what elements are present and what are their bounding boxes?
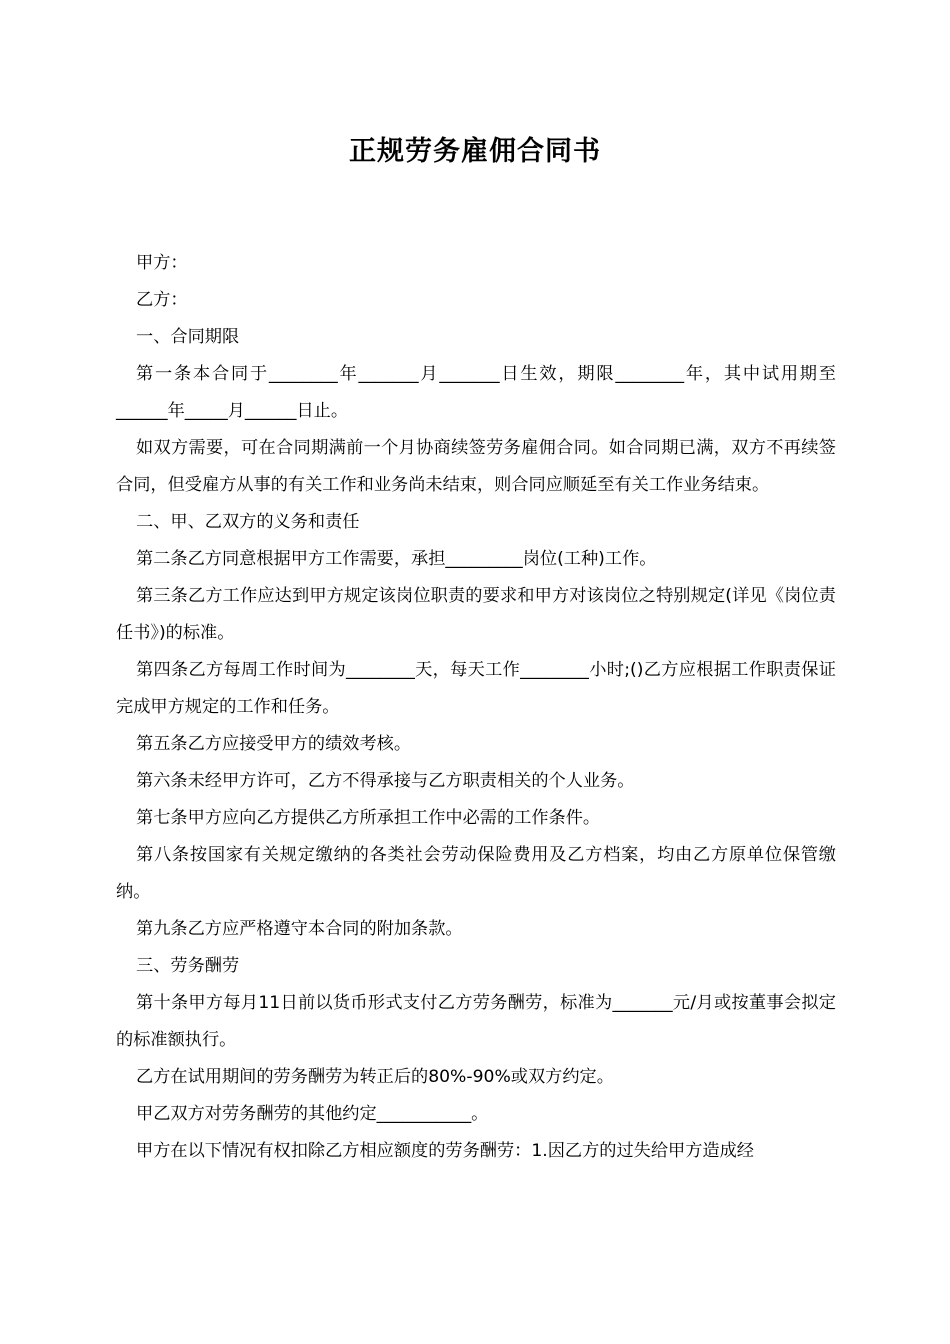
party-b-line: 乙方：	[136, 290, 188, 310]
article-1: 第一条本合同于________年_______月_______日生效，期限________年，其中试用期至______年_____月______日止。	[116, 364, 836, 421]
deduction-paragraph: 甲方在以下情况有权扣除乙方相应额度的劳务酬劳：1.因乙方的过失给甲方造成经	[136, 1141, 754, 1161]
section-heading-term: 一、合同期限	[136, 327, 240, 347]
article-7: 第七条甲方应向乙方提供乙方所承担工作中必需的工作条件。	[136, 808, 601, 828]
section-heading-remuneration: 三、劳务酬劳	[136, 956, 240, 976]
renewal-paragraph: 如双方需要，可在合同期满前一个月协商续签劳务雇佣合同。如合同期已满，双方不再续签合同，但受雇方从事的有关工作和业务尚未结束，则合同应顺延至有关工作业务结束。	[116, 438, 836, 495]
other-agreement-paragraph: 甲乙双方对劳务酬劳的其他约定___________。	[136, 1104, 489, 1124]
document-title: 正规劳务雇佣合同书	[349, 136, 601, 167]
probation-pay-paragraph: 乙方在试用期间的劳务酬劳为转正后的80%-90%或双方约定。	[136, 1067, 614, 1087]
article-10: 第十条甲方每月11日前以货币形式支付乙方劳务酬劳，标准为_______元/月或按董事会拟定的标准额执行。	[116, 993, 836, 1050]
article-9: 第九条乙方应严格遵守本合同的附加条款。	[136, 919, 463, 939]
article-2: 第二条乙方同意根据甲方工作需要，承担_________岗位(工种)工作。	[136, 549, 657, 569]
article-8: 第八条按国家有关规定缴纳的各类社会劳动保险费用及乙方档案，均由乙方原单位保管缴纳。	[116, 845, 836, 902]
document-body	[116, 245, 836, 1170]
article-5: 第五条乙方应接受甲方的绩效考核。	[136, 734, 412, 754]
section-heading-obligations: 二、甲、乙双方的义务和责任	[136, 512, 360, 532]
party-a-line: 甲方：	[136, 253, 188, 273]
article-6: 第六条未经甲方许可，乙方不得承接与乙方职责相关的个人业务。	[136, 771, 635, 791]
article-3: 第三条乙方工作应达到甲方规定该岗位职责的要求和甲方对该岗位之特别规定(详见《岗位责任书》)的标准。	[116, 586, 836, 643]
article-4: 第四条乙方每周工作时间为________天，每天工作________小时;()乙方应根据工作职责保证完成甲方规定的工作和任务。	[116, 660, 836, 717]
